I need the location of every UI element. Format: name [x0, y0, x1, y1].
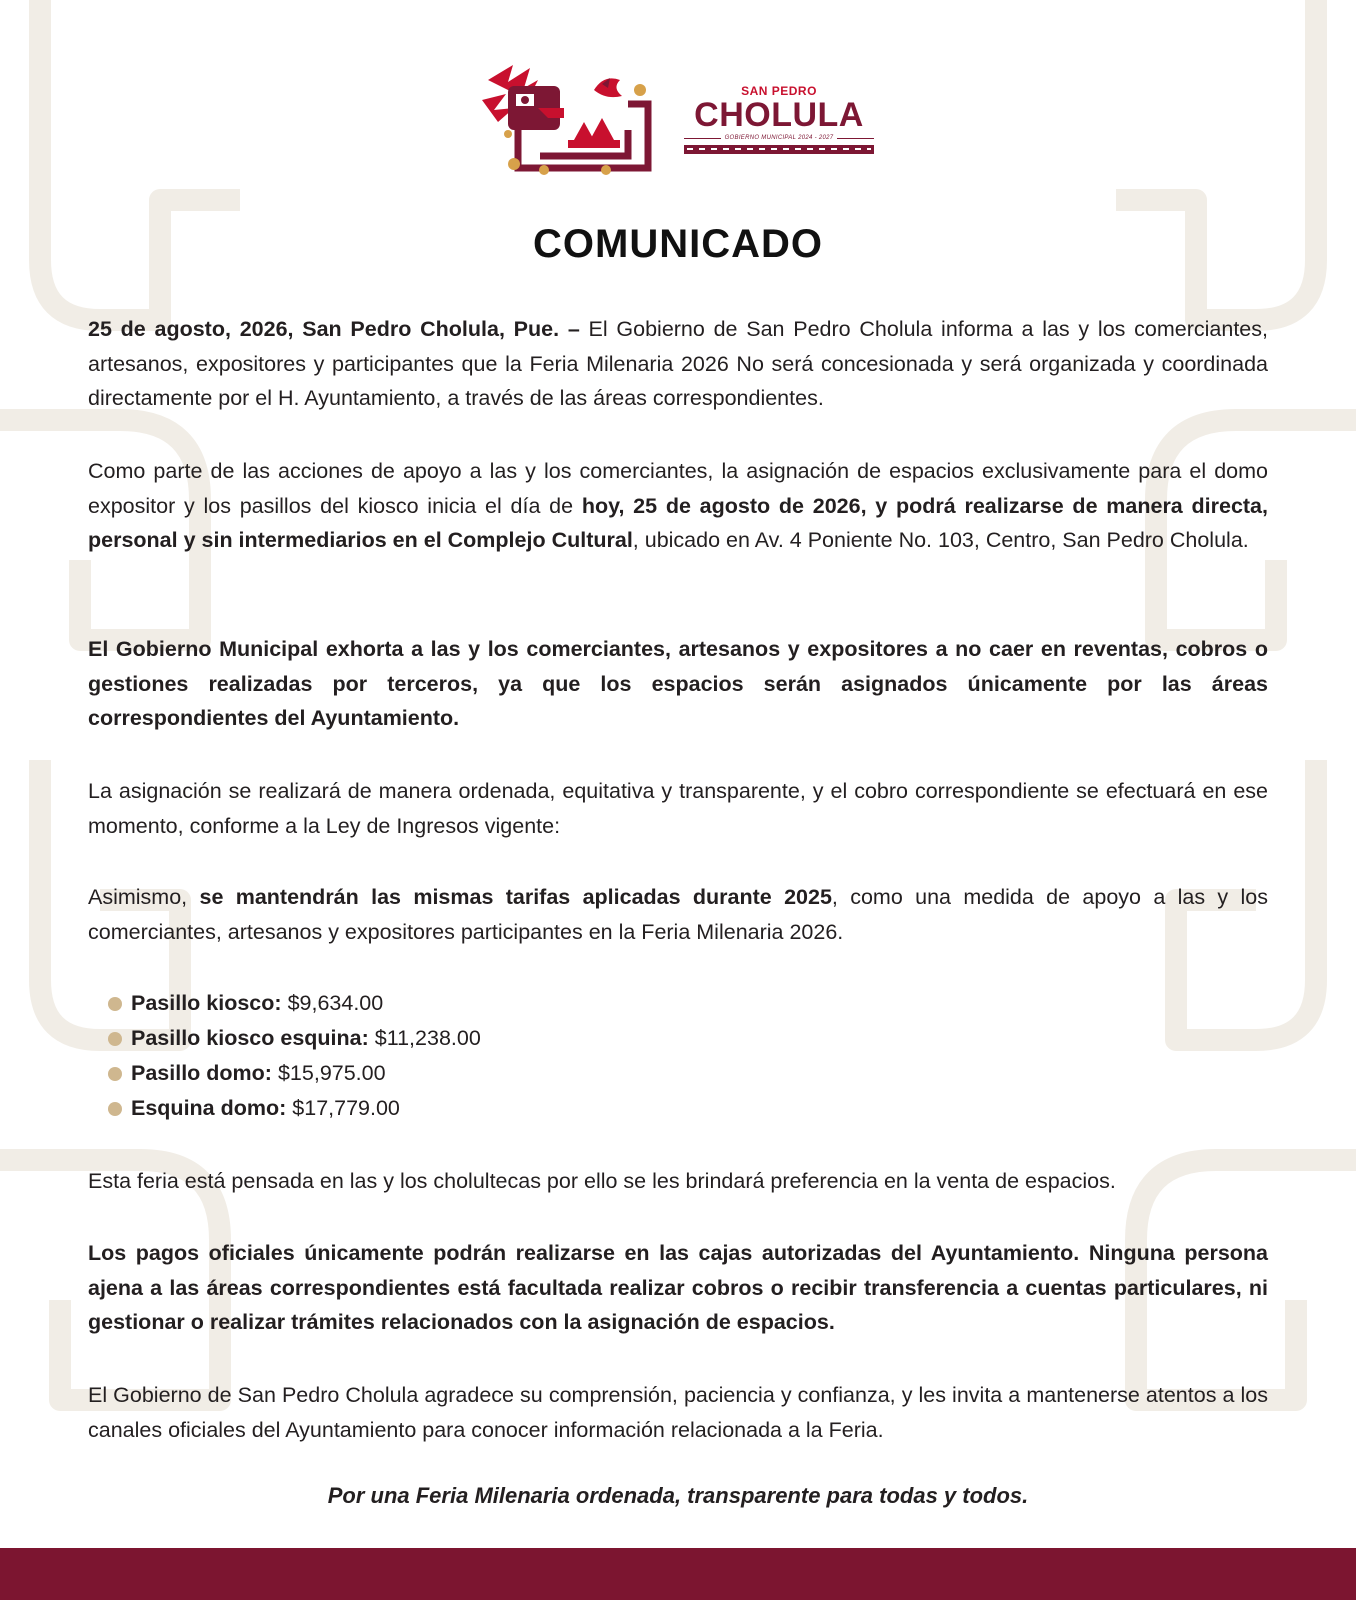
assignment-text-a: Como parte de las acciones de apoyo a las y los comerciantes, la asignación de espacios exclusivamente para el domo expositor y los pasillos del kiosco inicia el día de	[88, 459, 1268, 518]
list-item	[108, 1091, 808, 1126]
tariff-value: $17,779.00	[292, 1096, 400, 1120]
tariff-label: Pasillo kiosco esquina:	[131, 1026, 369, 1050]
payments-text: Los pagos oficiales únicamente podrán realizarse en las cajas autorizadas del Ayuntamiento. Ninguna persona ajena a las áreas correspondientes está facultada realizar cobros o recibir transferencia a cuentas particulares, ni gestionar o realizar trámites relacionados con la asignación de espacios.	[88, 1241, 1268, 1334]
bullet-icon	[108, 1032, 122, 1046]
list-item	[108, 1056, 808, 1091]
tariff-value: $9,634.00	[287, 991, 384, 1015]
tariffs-text-bold: se mantendrán las mismas tarifas aplicadas durante 2025	[199, 885, 832, 909]
municipal-logo	[478, 60, 878, 185]
fret-band-icon	[684, 145, 874, 154]
paragraph-thanks	[88, 1378, 1268, 1447]
bullet-icon	[108, 997, 122, 1011]
preference-text: Esta feria está pensada en las y los cholultecas por ello se les brindará preferencia en la venta de espacios.	[88, 1169, 1116, 1193]
paragraph-assignment	[88, 454, 1268, 558]
list-item	[108, 986, 808, 1021]
paragraph-intro	[88, 312, 1268, 416]
tariffs-text-c: , como una medida de apoyo a las y los comerciantes, artesanos y expositores participantes en la Feria Milenaria 2026.	[88, 885, 1268, 944]
footer-bar	[0, 1548, 1356, 1600]
logo-subtitle: SAN PEDRO	[741, 84, 817, 98]
closing-slogan: Por una Feria Milenaria ordenada, transparente para todas y todos.	[327, 1483, 1029, 1508]
logo-name: CHOLULA	[694, 96, 864, 134]
tariffs-text-a: Asimismo,	[88, 885, 200, 909]
list-item	[108, 1021, 808, 1056]
paragraph-payments	[88, 1236, 1268, 1340]
process-text: La asignación se realizará de manera ordenada, equitativa y transparente, y el cobro correspondiente se efectuará en ese momento, conforme a la Ley de Ingresos vigente:	[88, 779, 1268, 838]
page-title: COMUNICADO	[533, 222, 823, 266]
assignment-text-c: , ubicado en Av. 4 Poniente No. 103, Centro, San Pedro Cholula.	[632, 528, 1249, 552]
quetzalcoatl-emblem-icon	[478, 60, 668, 185]
tariff-list	[108, 986, 808, 1126]
tariff-label: Pasillo domo:	[131, 1061, 272, 1085]
logo-government-period: GOBIERNO MUNICIPAL 2024 - 2027	[724, 135, 834, 141]
paragraph-assignment-process	[88, 774, 1268, 843]
thanks-text: El Gobierno de San Pedro Cholula agradece su comprensión, paciencia y confianza, y les invita a mantenerse atentos a los canales oficiales del Ayuntamiento para conocer información relacionada a la Feria.	[88, 1383, 1268, 1442]
assignment-text-bold: hoy, 25 de agosto de 2026, y podrá realizarse de manera directa, personal y sin intermediarios en el Complejo Cultural	[88, 493, 1268, 552]
paragraph-warning	[88, 632, 1268, 736]
bullet-icon	[108, 1102, 122, 1116]
tariff-value: $11,238.00	[374, 1026, 481, 1050]
tariff-value: $15,975.00	[277, 1061, 386, 1085]
tariff-label: Pasillo kiosco:	[131, 991, 282, 1015]
paragraph-tariffs	[88, 880, 1268, 949]
paragraph-preference	[88, 1164, 1268, 1199]
tariff-label: Esquina domo:	[131, 1096, 287, 1120]
warning-text: El Gobierno Municipal exhorta a las y los comerciantes, artesanos y expositores a no caer en reventas, cobros o gestiones realizadas por terceros, ya que los espacios serán asignados únicamente por las áreas correspondientes del Ayuntamiento.	[88, 637, 1268, 730]
intro-dateline: 25 de agosto, 2026, San Pedro Cholula, Pue. –	[88, 317, 580, 341]
bullet-icon	[108, 1067, 122, 1081]
intro-text: El Gobierno de San Pedro Cholula informa a las y los comerciantes, artesanos, expositores y participantes que la Feria Milenaria 2026 No será concesionada y será organizada y coordinada directamente por el H. Ayuntamiento, a través de las áreas correspondientes.	[88, 317, 1268, 410]
